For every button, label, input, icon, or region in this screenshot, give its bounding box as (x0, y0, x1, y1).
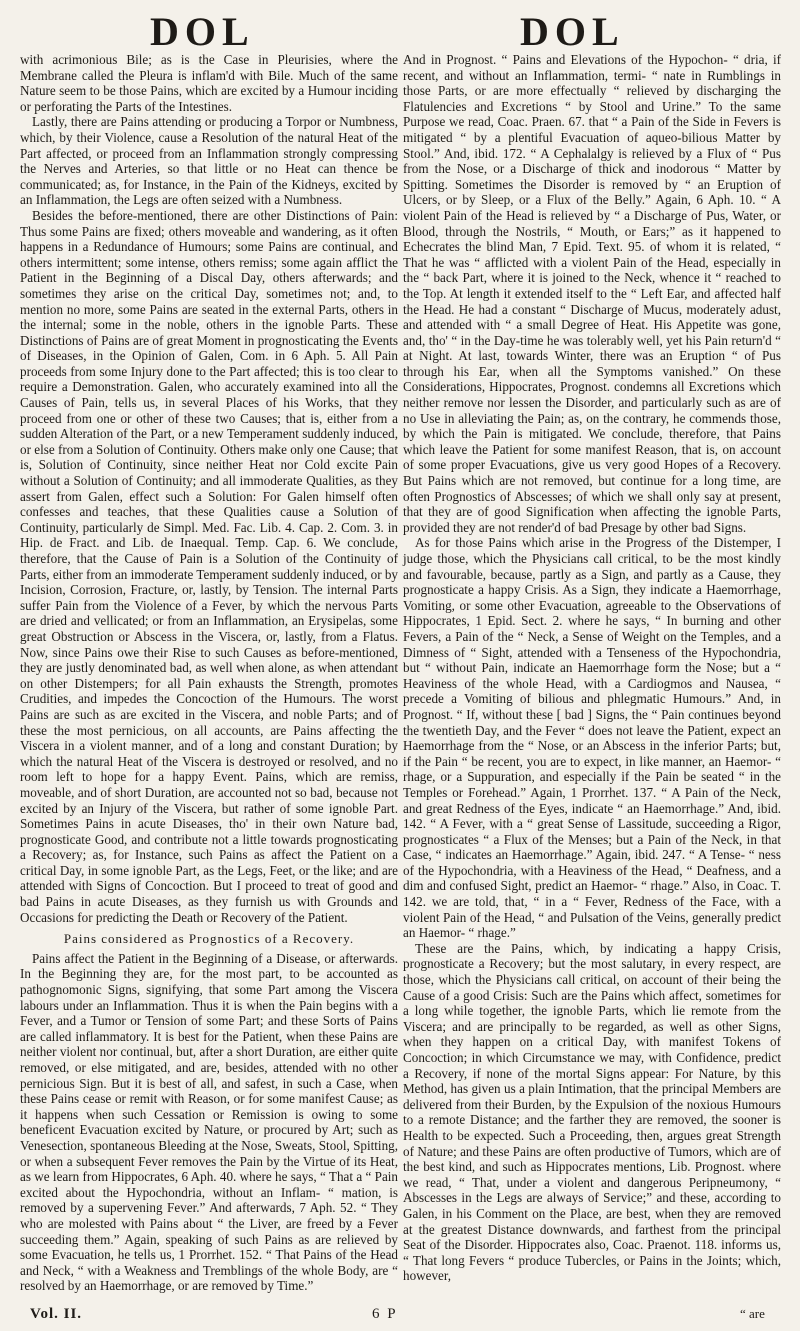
header-right-title: DOL (520, 9, 625, 54)
page-footer (0, 1306, 800, 1328)
section-heading: Pains considered as Prognostics of a Recovery. (63, 931, 355, 947)
signature-mark: 6 P (372, 1306, 398, 1322)
volume-label: Vol. II. (30, 1306, 83, 1322)
running-header (0, 8, 800, 54)
paragraph: These are the Pains, which, by indicating a happy Crisis, prognosticate a Recovery; but the most salutary, in every respect, are those, which the Physicians call critical, on account of their being the Cause of a good Crisis: Such are the Pains which affect, sometimes for a long while together, the ignoble Parts, which lie remote from the Viscera; and are principally to be regarded, as well as other Signs, when they happen on a critical Day, with manifest Tokens of Concoction; in which Circumstance we may, with Confidence, predict a Recovery, if none of the mortal Signs appear: For Nature, by this Method, has given us a plain Intimation, that the principal Members are delivered from their Burden, by the Expulsion of the noxious Humours to a remote Distance; and the farther they are removed, the sooner is Health to be expected. Such a Proceeding, then, argues great Strength of Nature; and these Pains are often productive of Tumors, which are of the best kind, and such as Hippocrates mentions, Lib. Prognost. where we read, “ That, under a violent and dangerous Peripneumony, “ Abscesses in the Legs are always of Service;” and these, according to Galen, in his Comment on the Place, are best, when they are removed at the greatest Distance downwards, and farthest from the principal Seat of the Disorder. Hippocrates also, Coac. Praenot. 118. informs us, “ That long Fevers “ produce Tubercles, or Pains in the Joints; which, however, (403, 940, 781, 1284)
paragraph: Lastly, there are Pains attending or producing a Torpor or Numbness, which, by their Violence, cause a Resolution of the natural Heat of the Part affected, or proceed from an Inflammation strongly compressing the Nerves and Arteries, so that little or no Heat can thence be communicated; as, for Instance, in the Pain of the Kidneys, excited by an Inflammation, the Legs are often seized with a Numbness. (20, 114, 398, 208)
paragraph: with acrimonious Bile; as is the Case in Pleurisies, where the Membrane called the Pleura is inflam'd with Bile. Much of the same Nature seem to be those Pains, which are excited by a Humour inciding or perforating the Parts of the Intestines. (20, 52, 398, 114)
left-column (20, 52, 398, 1294)
right-column (403, 52, 781, 1284)
paragraph: Pains affect the Patient in the Beginning of a Disease, or afterwards. In the Beginning they are, for the most part, to be accounted as pathognomonic Signs, signifying, that some Part among the Viscera labours under an Inflammation. Thus it is when the Pain begins with a Fever, and a Tumor or Tension of some Part; and these Sorts of Pains are called inflammatory. It is best for the Patient, when these Pains are neither violent nor continual, but, after a short Duration, are either quite removed, or else mitigated, and are, besides, attended with no other pernicious Sign. But it is best of all, and safest, in such a Case, when these Pains cease or remit with Reason, or for some manifest Cause; as it happens when such Cessation or Remission is owing to some beneficent Evacuation excited by Nature, or procured by Art; such as Venesection, spontaneous Bleeding at the Nose, Sweats, Stool, Spitting, or when a subsequent Fever removes the Pain by the Virtue of its Heat, as we learn from Hippocrates, 6 Aph. 40. where he says, “ That a “ Pain excited about the Hypochondria, without an Inflam- “ mation, is removed by a supervening Fever.” And afterwards, 7 Aph. 52. “ They who are molested with Pains about “ the Liver, are freed by a Fever succeeding them.” Again, speaking of such Pains as are relieved by some Evacuation, he tells us, 1 Prorrhet. 152. “ That Pains of the Head and Neck, “ with a Weakness and Tremblings of the whole Body, are “ resolved by an Haemorrhage, or are removed by Time.” (20, 950, 398, 1294)
paragraph: As for those Pains which arise in the Progress of the Distemper, I judge those, which the Physicians call critical, to be the most kindly and favourable, because, partly as a Sign, and partly as a Cause, they prognosticate a happy Crisis. As a Sign, they indicate a Haemorrhage, Vomiting, or some other Evacuation, agreeable to the Observations of Hippocrates, 1 Epid. Sect. 2. where he says, “ In burning and other Fevers, a Pain of the “ Neck, a Sense of Weight on the Temples, and a Dimness of “ Sight, attended with a Tenseness of the Hypochondria, but “ without Pain, indicate an Haemorrhage form the Nose; but a “ Heaviness of the whole Head, with a Cardiogmos and Nausea, “ precede a Vomiting of bilious and phlegmatic Humours.” And, in Prognost. “ If, without these [ bad ] Signs, the “ Pain continues beyond the twentieth Day, and the Fever “ does not leave the Patient, expect an Haemorrhage from the “ Nose, or an Abscess in the inferior Parts; but, if the Pain “ be recent, you are to expect, in like manner, an Haemor- “ rhage, or a Suppuration, and especially if the Pain be seated “ in the Temples or Forehead.” Again, 1 Prorrhet. 137. “ A Pain of the Neck, and great Redness of the Eyes, indicate “ an Haemorrhage.” And, ibid. 142. “ A Fever, with a “ great Sense of Lassitude, succeeding a Rigor, prognosticates “ a Flux of the Menses; but a Pain of the Neck, in that Case, “ indicates an Haemorrhage.” Again, ibid. 247. “ A Tense- “ ness of the Hypochondria, with a Heaviness of the Head, “ Deafness, and a dim and confused Sight, predict an Haemor- “ rhage.” Also, in Coac. T. 142. we are told, that, “ in a “ Fever, Redness of the Face, with a violent Pain of the Head, “ and Pulsation of the Veins, generally predict an Haemor- “ rhage.” (403, 535, 781, 941)
header-left-title: DOL (150, 9, 255, 54)
paragraph: And in Prognost. “ Pains and Elevations of the Hypochon- “ dria, if recent, and without an Inflammation, termi- “ nate in Rumblings in those Parts, or are more effectually “ relieved by discharging the Flatulencies and Excretions “ by Stool and Urine.” To the same Purpose we read, Coac. Praen. 67. that “ a Pain of the Side in Fevers is mitigated “ by a plentiful Evacuation of aqueo-bilious Matter by Stool.” And, ibid. 172. “ A Cephalalgy is relieved by a Flux of “ Pus from the Nose, or a Discharge of thick and inodorous “ Matter by Spitting. Sometimes the Disorder is removed by “ an Eruption of Ulcers, or by Sleep, or a Flux of the Belly.” Again, 6 Aph. 10. “ A violent Pain of the Head is relieved by “ a Discharge of Pus, Water, or Blood, through the Nostrils, “ Mouth, or Ears;” as it happened to Echecrates the blind Man, 7 Epid. Text. 95. of whom it is related, “ That he was “ afflicted with a violent Pain of the Head, especially in the “ back Part, where it is joined to the Neck, whence it “ reached to the Top. At length it extended itself to the “ Left Ear, and affected half the Head. He had a constant “ Discharge of Mucus, moderately adust, and attended with “ a small Degree of Heat. His Appetite was gone, and, tho' “ in the Day-time he was tolerably well, yet his Pain return'd “ at Night. At last, towards Winter, there was an Eruption “ of Pus through his Ear, when all the Symptoms vanished.” On these Considerations, Hippocrates, Prognost. condemns all Excretions which neither remove nor lessen the Disorder, and particularly such as are of no Use in alleviating the Pain; as, on the contrary, he commends those, by which the Pain is mitigated. We conclude, therefore, that Pains which leave the Patient for some manifest Reason, that is, on account of some proper Evacuations, give us very good Hopes of a Recovery. But Pains which are not removed, but continue for a long time, are often Prognostics of Abscesses; of which we shall only say at present, that they are of good Signification when affecting the ignoble Parts, provided they are not render'd of bad Presage by other bad Signs. (403, 52, 781, 535)
catchword: “ are (740, 1306, 765, 1321)
paragraph: Besides the before-mentioned, there are other Distinctions of Pain: Thus some Pains are fixed; others moveable and wandering, as it often happens in a Redundance of Humours; some Pains are continual, and others intermittent; some intense, others remiss; some again afflict the Patient in the Beginning of a Discal Day, others afterwards; and sometimes they arise on the critical Day, sometimes not; and, to mention no more, some Pains are seated in the external Parts, others in the internal; some in the noble, others in the ignoble Parts. These Distinctions of Pains are of great Moment in prognosticating the Events of Diseases, in the Opinion of Galen, Com. in 6 Aph. 5. All Pain proceeds from some Injury done to the Part affected; this is too clear to require a Demonstration. Galen, who accurately examined into all the Causes of Pain, tells us, in several Places of his Works, that they proceed from one or other of these two Causes; that is, either from a sudden Alteration of the Part, or a new Temperament suddenly induced, or else from a Solution of Continuity. Others make only one Cause; that is, Solution of Continuity, since neither Heat nor Cold excite Pain without a Solution of Continuity; and all immoderate Qualities, as they assert from Galen, effect such a Solution: For Galen himself often confesses and teaches, that these Qualities cause a Solution of Continuity, particularly de Simpl. Med. Fac. Lib. 4. Cap. 2. Com. 3. in Hip. de Fract. and Lib. de Inaequal. Temp. Cap. 6. We conclude, therefore, that the Cause of Pain is a Solution of the Continuity of Parts, either from an immoderate Temperament suddenly induced, or by Incision, Corrosion, Fracture, or, lastly, by Tension. The internal Parts suffer Pain from the Violence of a Fever, by which the nervous Parts are dried and vellicated; or from an Inflammation, an Erysipelas, some great Obstruction or Abscess in the Viscera, or, lastly, from a Flatus. Now, since Pains owe their Rise to such Causes as before-mentioned, they are justly denominated bad, as well when alone, as when attendant on other Distempers; for all Pain exhausts the Strength, promotes Crudities, and impedes the Concoction of the Humours. The worst Pains are such as are excited in the Viscera, and noble Parts; and of these the most pernicious, on all accounts, are Pains affecting the Viscera in a violent manner, and of a long and constant Duration; by which the natural Heat of the Viscera is destroyed or resolved, and no room left to hope for a happy Event. Pains, which are remiss, moveable, and of short Duration, are accounted not so bad, because not excited by an Injury of the Viscera, but rather of some ignoble Part. Sometimes Pains in acute Diseases, tho' in their own Nature bad, prognosticate Good, and contribute not a little towards prognosticating a Recovery; as, for Instance, such Pains as affect the Patient on a critical Day, in some ignoble Part, as the Legs, Feet, or the like; and are attended with Signs of Concoction. But I proceed to treat of good and bad Pains in acute Diseases, as they furnish us with Grounds and Occasions for predicting the Death or Recovery of the Patient. (20, 207, 398, 925)
